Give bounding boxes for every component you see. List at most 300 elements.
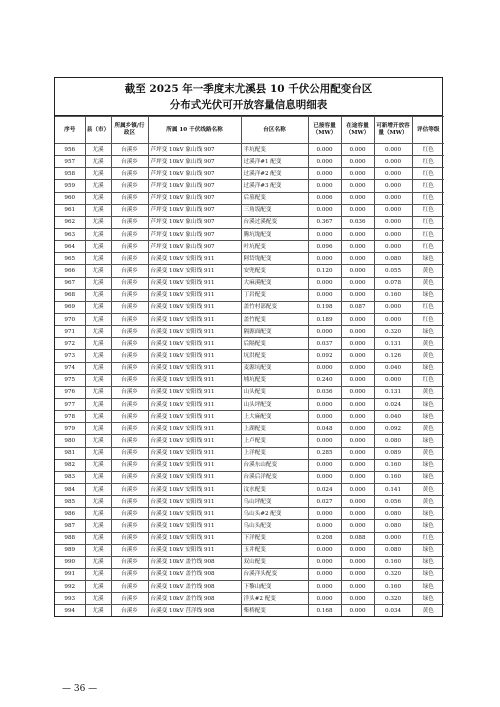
cell-line: 芦坪变 10kV 象山线 907: [148, 168, 241, 180]
cell-township: 台溪乡: [111, 605, 148, 617]
cell-connected: 0.367: [308, 216, 341, 228]
cell-rating: 黄色: [412, 350, 444, 362]
cell-index: 990: [55, 556, 85, 568]
cell-line: 台溪变 10kV 安阳线 911: [148, 411, 241, 423]
cell-line: 芦坪变 10kV 象山线 907: [148, 156, 241, 168]
cell-connected: 0.189: [308, 313, 341, 325]
cell-index: 974: [55, 362, 85, 374]
cell-available: 0.000: [374, 532, 412, 544]
cell-connected: 0.000: [308, 508, 341, 520]
cell-connected: 0.092: [308, 350, 341, 362]
cell-index: 968: [55, 289, 85, 301]
cell-area: 山头坪配变: [241, 398, 308, 410]
cell-line: 芦坪变 10kV 象山线 907: [148, 192, 241, 204]
cell-area: 半坑配变: [241, 144, 308, 156]
cell-township: 台溪乡: [111, 520, 148, 532]
cell-line: 台溪变 10kV 安阳线 911: [148, 435, 241, 447]
cell-available: 0.000: [374, 168, 412, 180]
cell-index: 980: [55, 435, 85, 447]
cell-pending: 0.000: [341, 483, 374, 495]
cell-rating: 绿色: [412, 398, 444, 410]
table-row: [55, 313, 444, 325]
cell-connected: 0.000: [308, 568, 341, 580]
cell-available: 0.160: [374, 581, 412, 593]
cell-area: 乌山头配变: [241, 520, 308, 532]
table-row: [55, 362, 444, 374]
table-row: [55, 216, 444, 228]
cell-pending: 0.000: [341, 496, 374, 508]
cell-township: 台溪乡: [111, 204, 148, 216]
cell-available: 0.092: [374, 423, 412, 435]
table-row: [55, 228, 444, 240]
cell-pending: 0.000: [341, 459, 374, 471]
cell-rating: 绿色: [412, 508, 444, 520]
cell-rating: 红色: [412, 228, 444, 240]
cell-index: 989: [55, 544, 85, 556]
cell-index: 956: [55, 144, 85, 156]
cell-index: 993: [55, 593, 85, 605]
cell-line: 台溪变 10kV 安阳线 911: [148, 520, 241, 532]
cell-rating: 红色: [412, 241, 444, 253]
cell-township: 台溪乡: [111, 386, 148, 398]
cell-area: 上湖配变: [241, 423, 308, 435]
cell-area: 汶水配变: [241, 483, 308, 495]
cell-index: 982: [55, 459, 85, 471]
cell-line: 芦坪变 10kV 象山线 907: [148, 180, 241, 192]
cell-township: 台溪乡: [111, 168, 148, 180]
cell-area: 柴桥配变: [241, 605, 308, 617]
cell-connected: 0.000: [308, 581, 341, 593]
cell-county: 尤溪: [85, 447, 111, 459]
cell-county: 尤溪: [85, 544, 111, 556]
cell-rating: 红色: [412, 532, 444, 544]
cell-rating: 绿色: [412, 544, 444, 556]
cell-rating: 红色: [412, 374, 444, 386]
column-header: 已接容量（MW）: [308, 117, 341, 144]
cell-line: 台溪变 10kV 盖竹线 908: [148, 556, 241, 568]
cell-area: 腾坑垅配变: [241, 228, 308, 240]
cell-index: 984: [55, 483, 85, 495]
table-row: [55, 144, 444, 156]
table-row: [55, 508, 444, 520]
cell-township: 台溪乡: [111, 277, 148, 289]
cell-township: 台溪乡: [111, 471, 148, 483]
cell-available: 0.141: [374, 483, 412, 495]
cell-rating: 红色: [412, 168, 444, 180]
cell-county: 尤溪: [85, 496, 111, 508]
cell-pending: 0.000: [341, 289, 374, 301]
cell-rating: 绿色: [412, 593, 444, 605]
cell-available: 0.000: [374, 204, 412, 216]
table-body: [55, 144, 444, 617]
cell-county: 尤溪: [85, 556, 111, 568]
cell-area: 安兜配变: [241, 265, 308, 277]
cell-line: 台溪变 10kV 盖竹线 908: [148, 568, 241, 580]
cell-township: 台溪乡: [111, 301, 148, 313]
cell-rating: 绿色: [412, 411, 444, 423]
cell-county: 尤溪: [85, 253, 111, 265]
cell-rating: 绿色: [412, 326, 444, 338]
cell-area: 隔源面配变: [241, 326, 308, 338]
column-header: 可新增开放容量（MW）: [374, 117, 412, 144]
cell-pending: 0.000: [341, 253, 374, 265]
cell-available: 0.000: [374, 156, 412, 168]
cell-rating: 红色: [412, 156, 444, 168]
cell-index: 961: [55, 204, 85, 216]
table-row: [55, 581, 444, 593]
cell-pending: 0.000: [341, 581, 374, 593]
table-row: [55, 544, 444, 556]
cell-pending: 0.000: [341, 204, 374, 216]
cell-index: 991: [55, 568, 85, 580]
table-row: [55, 265, 444, 277]
cell-line: 台溪变 10kV 安阳线 911: [148, 301, 241, 313]
cell-line: 芦坪变 10kV 象山线 907: [148, 144, 241, 156]
cell-connected: 0.000: [308, 362, 341, 374]
cell-rating: 绿色: [412, 459, 444, 471]
cell-rating: 黄色: [412, 338, 444, 350]
cell-pending: 0.000: [341, 435, 374, 447]
cell-connected: 0.000: [308, 471, 341, 483]
cell-line: 台溪变 10kV 安阳线 911: [148, 508, 241, 520]
cell-pending: 0.000: [341, 508, 374, 520]
cell-county: 尤溪: [85, 168, 111, 180]
column-header: 所属 10 千伏线路名称: [148, 117, 241, 144]
table-row: [55, 253, 444, 265]
cell-township: 台溪乡: [111, 253, 148, 265]
cell-county: 尤溪: [85, 216, 111, 228]
cell-pending: 0.000: [341, 277, 374, 289]
cell-index: 959: [55, 180, 85, 192]
cell-pending: 0.000: [341, 374, 374, 386]
cell-index: 957: [55, 156, 85, 168]
cell-available: 0.320: [374, 326, 412, 338]
capacity-table-frame: [54, 77, 443, 617]
table-header-row: [55, 117, 444, 144]
table-row: [55, 568, 444, 580]
table-row: [55, 386, 444, 398]
cell-connected: 0.198: [308, 301, 341, 313]
cell-pending: 0.000: [341, 313, 374, 325]
cell-available: 0.040: [374, 362, 412, 374]
table-row: [55, 277, 444, 289]
column-header: 所属乡镇/行政区: [111, 117, 148, 144]
cell-county: 尤溪: [85, 471, 111, 483]
table-row: [55, 156, 444, 168]
table-row: [55, 447, 444, 459]
cell-rating: 红色: [412, 301, 444, 313]
cell-connected: 0.000: [308, 180, 341, 192]
cell-pending: 0.000: [341, 593, 374, 605]
cell-county: 尤溪: [85, 411, 111, 423]
cell-township: 台溪乡: [111, 508, 148, 520]
cell-line: 台溪变 10kV 安阳线 911: [148, 362, 241, 374]
cell-rating: 绿色: [412, 520, 444, 532]
cell-area: 下洋配变: [241, 532, 308, 544]
cell-township: 台溪乡: [111, 544, 148, 556]
cell-county: 尤溪: [85, 508, 111, 520]
cell-index: 965: [55, 253, 85, 265]
cell-county: 尤溪: [85, 435, 111, 447]
cell-available: 0.000: [374, 180, 412, 192]
cell-connected: 0.240: [308, 374, 341, 386]
cell-township: 台溪乡: [111, 265, 148, 277]
cell-line: 台溪变 10kV 安阳线 911: [148, 544, 241, 556]
cell-township: 台溪乡: [111, 241, 148, 253]
cell-connected: 0.000: [308, 156, 341, 168]
cell-pending: 0.000: [341, 350, 374, 362]
table-row: [55, 180, 444, 192]
cell-line: 芦坪变 10kV 象山线 907: [148, 216, 241, 228]
cell-index: 967: [55, 277, 85, 289]
cell-pending: 0.000: [341, 362, 374, 374]
cell-rating: 黄色: [412, 496, 444, 508]
page-number: — 36 —: [62, 684, 98, 694]
cell-county: 尤溪: [85, 605, 111, 617]
cell-index: 972: [55, 338, 85, 350]
cell-county: 尤溪: [85, 228, 111, 240]
cell-area: 上洋配变: [241, 447, 308, 459]
cell-county: 尤溪: [85, 350, 111, 362]
cell-line: 台溪变 10kV 安阳线 911: [148, 532, 241, 544]
cell-connected: 0.000: [308, 520, 341, 532]
cell-index: 978: [55, 411, 85, 423]
cell-rating: 绿色: [412, 581, 444, 593]
cell-connected: 0.096: [308, 241, 341, 253]
cell-available: 0.320: [374, 593, 412, 605]
cell-area: 乌山头#2 配变: [241, 508, 308, 520]
cell-available: 0.056: [374, 496, 412, 508]
cell-area: 后墓配变: [241, 192, 308, 204]
table-row: [55, 338, 444, 350]
cell-available: 0.000: [374, 301, 412, 313]
cell-rating: 黄色: [412, 447, 444, 459]
cell-pending: 0.000: [341, 192, 374, 204]
column-header: 在途容量（MW）: [341, 117, 374, 144]
table-row: [55, 374, 444, 386]
cell-pending: 0.000: [341, 544, 374, 556]
cell-area: 坑洪配变: [241, 350, 308, 362]
cell-county: 尤溪: [85, 289, 111, 301]
cell-available: 0.034: [374, 605, 412, 617]
cell-pending: 0.000: [341, 605, 374, 617]
cell-area: 玉井配变: [241, 544, 308, 556]
cell-line: 台溪变 10kV 安阳线 911: [148, 398, 241, 410]
cell-connected: 0.000: [308, 168, 341, 180]
cell-pending: 0.000: [341, 411, 374, 423]
cell-connected: 0.024: [308, 483, 341, 495]
cell-county: 尤溪: [85, 593, 111, 605]
cell-line: 台溪变 10kV 安阳线 911: [148, 313, 241, 325]
cell-area: 台溪过溪配变: [241, 216, 308, 228]
cell-line: 台溪变 10kV 安阳线 911: [148, 326, 241, 338]
cell-index: 994: [55, 605, 85, 617]
cell-connected: 0.000: [308, 459, 341, 471]
cell-available: 0.000: [374, 216, 412, 228]
cell-connected: 0.000: [308, 435, 341, 447]
cell-line: 台溪变 10kV 安阳线 911: [148, 289, 241, 301]
table-row: [55, 496, 444, 508]
cell-pending: 0.000: [341, 398, 374, 410]
cell-available: 0.089: [374, 447, 412, 459]
cell-index: 973: [55, 350, 85, 362]
cell-pending: 0.087: [341, 301, 374, 313]
cell-county: 尤溪: [85, 156, 111, 168]
cell-available: 0.000: [374, 192, 412, 204]
cell-area: 阿岱垅配变: [241, 253, 308, 265]
cell-connected: 0.000: [308, 204, 341, 216]
cell-available: 0.080: [374, 520, 412, 532]
cell-line: 台溪变 10kV 安阳线 911: [148, 277, 241, 289]
cell-pending: 0.000: [341, 556, 374, 568]
table-row: [55, 398, 444, 410]
cell-county: 尤溪: [85, 459, 111, 471]
cell-pending: 0.000: [341, 520, 374, 532]
cell-county: 尤溪: [85, 338, 111, 350]
cell-area: 丁岩配变: [241, 289, 308, 301]
cell-county: 尤溪: [85, 265, 111, 277]
cell-index: 960: [55, 192, 85, 204]
table-row: [55, 556, 444, 568]
cell-index: 970: [55, 313, 85, 325]
cell-index: 977: [55, 398, 85, 410]
cell-rating: 绿色: [412, 289, 444, 301]
cell-area: 叶坑配变: [241, 241, 308, 253]
cell-area: 麦源坑配变: [241, 362, 308, 374]
cell-available: 0.080: [374, 508, 412, 520]
table-row: [55, 593, 444, 605]
cell-rating: 黄色: [412, 483, 444, 495]
cell-pending: 0.000: [341, 241, 374, 253]
cell-rating: 红色: [412, 144, 444, 156]
cell-index: 983: [55, 471, 85, 483]
cell-county: 尤溪: [85, 144, 111, 156]
cell-line: 台溪变 10kV 盖竹线 908: [148, 593, 241, 605]
title-line-2: 分布式光伏可开放容量信息明细表: [169, 99, 328, 111]
cell-area: 盖竹配变: [241, 313, 308, 325]
cell-line: 台溪变 10kV 安阳线 911: [148, 496, 241, 508]
cell-line: 台溪变 10kV 安阳线 911: [148, 386, 241, 398]
cell-index: 971: [55, 326, 85, 338]
cell-available: 0.055: [374, 265, 412, 277]
cell-area: 双山配变: [241, 556, 308, 568]
cell-line: 台溪变 10kV 安阳线 911: [148, 447, 241, 459]
column-header: 序号: [55, 117, 85, 144]
cell-available: 0.126: [374, 350, 412, 362]
cell-connected: 0.000: [308, 398, 341, 410]
cell-connected: 0.048: [308, 423, 341, 435]
cell-county: 尤溪: [85, 398, 111, 410]
table-row: [55, 168, 444, 180]
cell-township: 台溪乡: [111, 313, 148, 325]
cell-rating: 红色: [412, 313, 444, 325]
cell-line: 台溪变 10kV 安阳线 911: [148, 459, 241, 471]
cell-county: 尤溪: [85, 180, 111, 192]
cell-area: 过溪洋#2 配变: [241, 168, 308, 180]
table-row: [55, 204, 444, 216]
cell-available: 0.000: [374, 374, 412, 386]
cell-county: 尤溪: [85, 301, 111, 313]
cell-township: 台溪乡: [111, 326, 148, 338]
column-header: 台区名称: [241, 117, 308, 144]
cell-line: 台溪变 10kV 安阳线 911: [148, 483, 241, 495]
cell-pending: 0.000: [341, 156, 374, 168]
cell-area: 过溪洋#1 配变: [241, 156, 308, 168]
cell-available: 0.160: [374, 471, 412, 483]
cell-connected: 0.000: [308, 326, 341, 338]
cell-pending: 0.000: [341, 180, 374, 192]
cell-township: 台溪乡: [111, 581, 148, 593]
table-row: [55, 301, 444, 313]
cell-rating: 黄色: [412, 386, 444, 398]
cell-township: 台溪乡: [111, 593, 148, 605]
cell-index: 987: [55, 520, 85, 532]
column-header: 县（市）: [85, 117, 111, 144]
cell-line: 芦坪变 10kV 象山线 907: [148, 241, 241, 253]
cell-available: 0.160: [374, 556, 412, 568]
cell-index: 975: [55, 374, 85, 386]
cell-available: 0.000: [374, 228, 412, 240]
cell-line: 台溪变 10kV 盖竹线 908: [148, 581, 241, 593]
table-row: [55, 423, 444, 435]
cell-area: 台溪东山配变: [241, 459, 308, 471]
cell-connected: 0.006: [308, 192, 341, 204]
cell-area: 台溪后洋配变: [241, 471, 308, 483]
cell-county: 尤溪: [85, 532, 111, 544]
cell-township: 台溪乡: [111, 398, 148, 410]
cell-available: 0.320: [374, 568, 412, 580]
cell-connected: 0.168: [308, 605, 341, 617]
cell-rating: 绿色: [412, 471, 444, 483]
cell-area: 盖竹村部配变: [241, 301, 308, 313]
cell-available: 0.080: [374, 544, 412, 556]
table-row: [55, 471, 444, 483]
cell-area: 山头配变: [241, 386, 308, 398]
cell-township: 台溪乡: [111, 423, 148, 435]
cell-pending: 0.000: [341, 338, 374, 350]
table-row: [55, 483, 444, 495]
table-row: [55, 411, 444, 423]
cell-rating: 绿色: [412, 362, 444, 374]
cell-index: 988: [55, 532, 85, 544]
cell-rating: 黄色: [412, 265, 444, 277]
cell-township: 台溪乡: [111, 374, 148, 386]
cell-county: 尤溪: [85, 313, 111, 325]
cell-available: 0.080: [374, 253, 412, 265]
cell-connected: 0.000: [308, 144, 341, 156]
cell-line: 台溪变 10kV 安阳线 911: [148, 338, 241, 350]
capacity-table: [55, 116, 444, 616]
cell-line: 台溪变 10kV 安阳线 911: [148, 471, 241, 483]
cell-available: 0.131: [374, 386, 412, 398]
cell-available: 0.078: [374, 277, 412, 289]
cell-county: 尤溪: [85, 326, 111, 338]
cell-township: 台溪乡: [111, 144, 148, 156]
cell-index: 963: [55, 228, 85, 240]
cell-pending: 0.000: [341, 228, 374, 240]
cell-county: 尤溪: [85, 483, 111, 495]
title-line-1: 截至 2025 年一季度末尤溪县 10 千伏公用配变台区: [124, 83, 373, 95]
cell-pending: 0.000: [341, 168, 374, 180]
cell-township: 台溪乡: [111, 556, 148, 568]
cell-county: 尤溪: [85, 374, 111, 386]
cell-township: 台溪乡: [111, 228, 148, 240]
table-row: [55, 350, 444, 362]
table-row: [55, 435, 444, 447]
cell-rating: 绿色: [412, 435, 444, 447]
cell-pending: 0.000: [341, 471, 374, 483]
cell-available: 0.000: [374, 241, 412, 253]
